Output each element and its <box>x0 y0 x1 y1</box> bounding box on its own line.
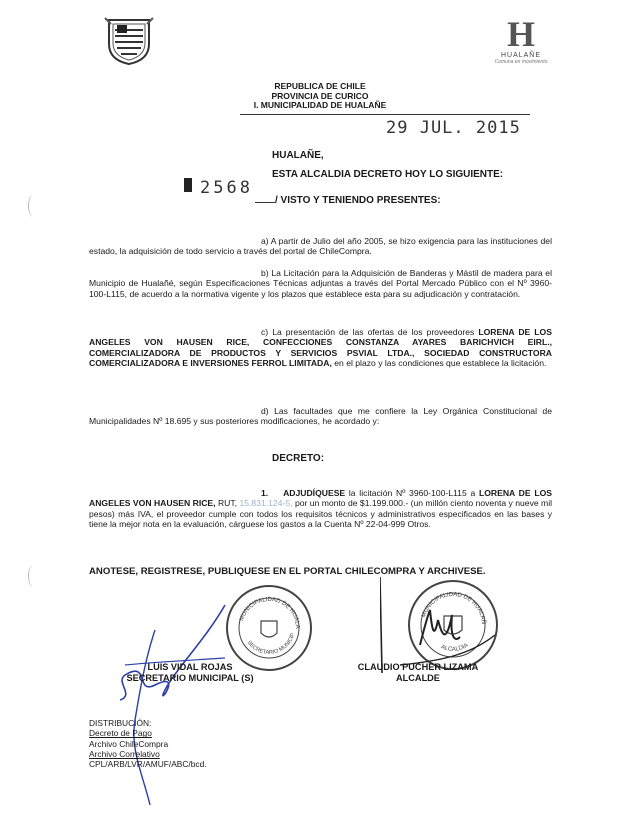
date-stamp: 29 JUL. 2015 <box>386 118 521 138</box>
mayor-signature-icon <box>380 575 500 675</box>
document-header <box>240 82 400 111</box>
article-verb: ADJUDÍQUESE <box>283 488 346 498</box>
distribution-item: CPL/ARB/LVR/AMUF/ABC/bcd. <box>89 759 207 770</box>
logo-slogan: Comuna en movimiento <box>494 59 548 65</box>
mayor-name: CLAUDIO PUCHER LIZAMA <box>357 662 479 672</box>
distribution-item: Archivo ChileCompra <box>89 738 169 749</box>
article-rut-value: 15.831.124-5, <box>239 498 293 509</box>
header-municipality: I. MUNICIPALIDAD DE HUALAÑE <box>253 100 387 110</box>
article-awardee: LORENA DE LOS ANGELES VON HAUSEN RICE, <box>89 488 552 509</box>
visto-label: / VISTO Y TENIENDO PRESENTES: <box>275 195 441 206</box>
paragraph-c-tail: en el plazo y las condiciones que establece la licitación. <box>334 358 547 369</box>
paragraph-a-text: a) A partir de Julio del año 2005, se hizo exigencia para las instituciones del estado, la adquisición de todo servicio a través del portal de ChileCompra. <box>89 236 552 257</box>
mayor-title: ALCALDE <box>396 673 440 683</box>
paragraph-d-text: d) Las facultades que me confiere la Ley Orgánica Constitucional de Municipalidades Nº 18.695 y sus posteriores modificaciones, he acordado y: <box>89 406 552 427</box>
decreto-heading: DECRETO: <box>272 453 325 464</box>
secretary-title: SECRETARIO MUNICIPAL (S) <box>126 673 254 683</box>
header-divider <box>240 114 530 115</box>
hualane-logo <box>488 16 554 78</box>
paragraph-c-suppliers: LORENA DE LOS ANGELES VON HAUSEN RICE, CONFECCIONES CONSTANZA AYARES BARICHVICH EIRL., COMERCIALIZADORA DE PRODUCTOS Y SERVICIOS PSVIAL LTDA., SOCIEDAD CONSTRUCTORA COMERCIALIZADORA E INVERSIONES FERROL LIMITADA, <box>89 327 552 369</box>
article-text-2: por un monto de $1.199.000.- (un millón ciento noventa y nueve mil pesos) más IVA, el proveedor cumple con todos los requisitos técnicos y administrativos especificados en las bases y tiene la mejor nota en la evaluación, cárguese los gastos a la Cuenta Nº 22-04-999 Otros. <box>89 498 553 530</box>
margin-mark <box>28 565 39 587</box>
visto-line <box>255 195 441 206</box>
decree-intro: ESTA ALCALDIA DECRETO HOY LO SIGUIENTE: <box>272 169 504 180</box>
secretary-signature-icon <box>95 600 275 810</box>
paragraph-c <box>89 327 552 369</box>
logo-letter: H <box>506 14 535 54</box>
mayor-seal-text: MUNICIPALIDAD DE HUALAÑ <box>421 591 487 625</box>
article-number: 1. <box>261 488 269 498</box>
article-text-1: la licitación Nº 3960-100-L115 a <box>348 488 476 498</box>
article-1 <box>89 488 552 530</box>
decree-number: 2568 <box>200 178 253 198</box>
blank-line <box>255 202 275 203</box>
mayor-signature-block <box>328 662 508 684</box>
city-line: HUALAÑE, <box>272 150 324 161</box>
header-province: PROVINCIA DE CURICO <box>271 90 369 101</box>
paragraph-a <box>89 236 552 257</box>
paragraph-b-text: b) La Licitación para la Adquisición de Banderas y Mástil de madera para el Municipio de Hualañé, según Especificaciones Técnicas adjuntas a través del Portal Mercado Público con el Nº 3960-100-L115, de acuerdo a la normativa vigente y los plazos que establece esta para su adjudicación y contratación. <box>89 268 552 299</box>
distribution-item: Decreto de Pago <box>89 728 152 739</box>
closing-statement: ANOTESE, REGISTRESE, PUBLIQUESE EN EL PORTAL CHILECOMPRA Y ARCHIVESE. <box>89 566 486 577</box>
paragraph-d <box>89 406 552 427</box>
margin-mark <box>28 195 39 217</box>
header-country: REPUBLICA DE CHILE <box>274 81 366 91</box>
mayor-seal-bottom: ALCALDIA <box>439 642 470 653</box>
article-rut-label: RUT, <box>217 498 238 509</box>
municipal-coat-of-arms-icon <box>103 16 155 66</box>
distribution-list <box>89 718 207 769</box>
logo-name: HUALAÑE <box>500 52 542 59</box>
secretary-seal-bottom: SECRETARIO MUNICIP <box>245 632 297 656</box>
paragraph-b <box>89 268 552 299</box>
secretary-name: LUIS VIDAL ROJAS <box>147 662 233 672</box>
secretary-signature-block <box>100 662 280 684</box>
secretary-seal-text: MUNICIPALIDAD DE HUALA <box>238 596 301 629</box>
distribution-item: Archivo Correlativo <box>89 748 160 759</box>
number-stamp-mark <box>184 178 192 192</box>
paragraph-c-intro: c) La presentación de las ofertas de los proveedores <box>261 327 475 337</box>
distribution-heading: DISTRIBUCIÓN: <box>89 718 152 728</box>
